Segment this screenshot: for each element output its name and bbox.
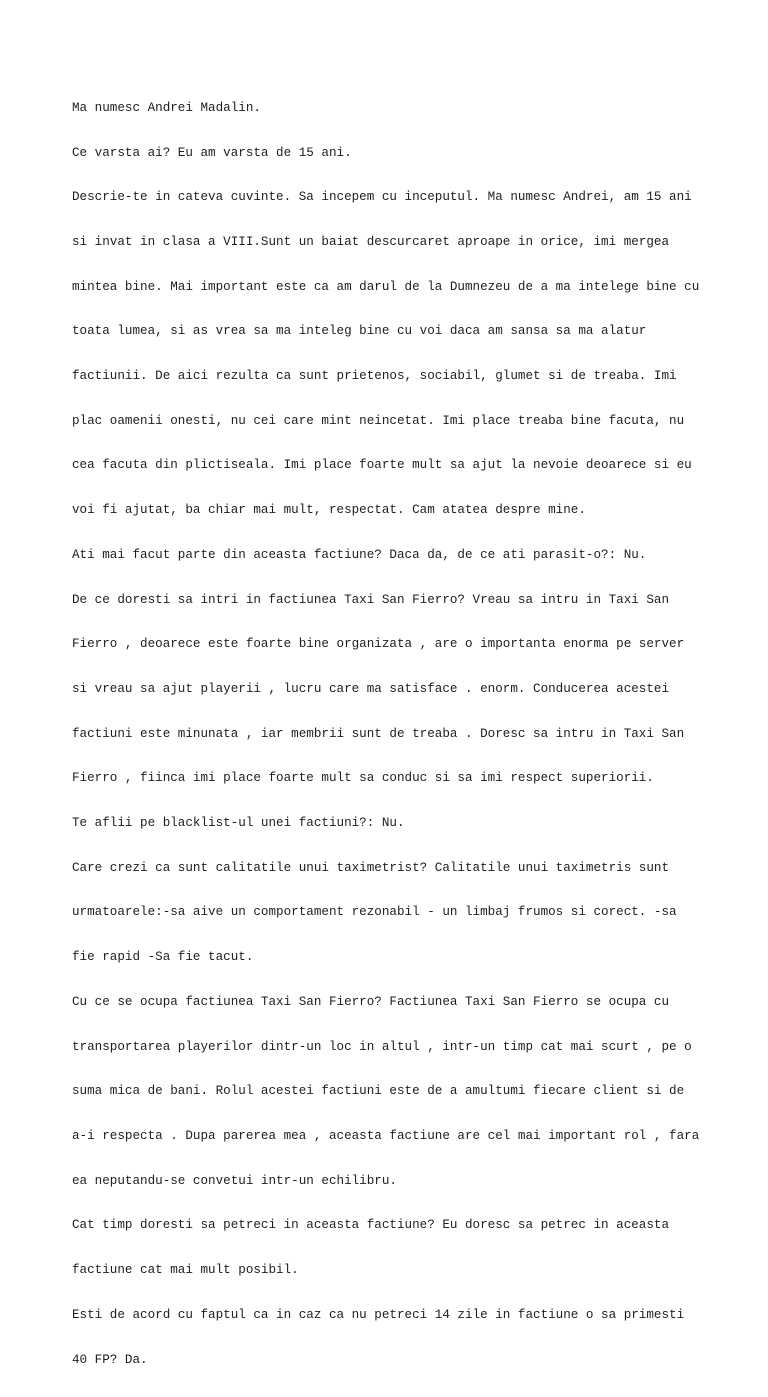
document-text	[72, 71, 712, 1397]
text-line: a-i respecta . Dupa parerea mea , aceasta factiune are cel mai important rol , fara	[72, 1128, 700, 1143]
text-line: Fierro , deoarece este foarte bine organizata , are o importanta enorma pe server	[72, 637, 685, 652]
text-line: Esti de acord cu faptul ca in caz ca nu petreci 14 zile in factiune o sa primesti	[72, 1307, 685, 1322]
text-line: factiuni este minunata , iar membrii sunt de treaba . Doresc sa intru in Taxi San	[72, 726, 685, 741]
text-line: cea facuta din plictiseala. Imi place foarte mult sa ajut la nevoie deoarece si eu	[72, 458, 692, 473]
text-line: 40 FP? Da.	[72, 1352, 148, 1367]
text-line: Ma numesc Andrei Madalin.	[72, 100, 261, 115]
text-line: toata lumea, si as vrea sa ma inteleg bine cu voi daca am sansa sa ma alatur	[72, 324, 647, 339]
text-line: transportarea playerilor dintr-un loc in altul , intr-un timp cat mai scurt , pe o	[72, 1039, 692, 1054]
text-line: urmatoarele:-sa aive un comportament rezonabil - un limbaj frumos si corect. -sa	[72, 905, 677, 920]
text-line: voi fi ajutat, ba chiar mai mult, respectat. Cam atatea despre mine.	[72, 503, 586, 518]
text-line: Care crezi ca sunt calitatile unui taximetrist? Calitatile unui taximetris sunt	[72, 860, 670, 875]
text-line: si invat in clasa a VIII.Sunt un baiat descurcaret aproape in orice, imi mergea	[72, 234, 670, 249]
text-line: Ce varsta ai? Eu am varsta de 15 ani.	[72, 145, 352, 160]
text-line: Cat timp doresti sa petreci in aceasta factiune? Eu doresc sa petrec in aceasta	[72, 1218, 670, 1233]
text-line: ea neputandu-se convetui intr-un echilibru.	[72, 1173, 397, 1188]
text-line: Cu ce se ocupa factiunea Taxi San Fierro? Factiunea Taxi San Fierro se ocupa cu	[72, 994, 670, 1009]
text-line: factiunii. De aici rezulta ca sunt prietenos, sociabil, glumet si de treaba. Imi	[72, 369, 677, 384]
text-line: Te aflii pe blacklist-ul unei factiuni?: Nu.	[72, 816, 405, 831]
text-line: Descrie-te in cateva cuvinte. Sa incepem cu inceputul. Ma numesc Andrei, am 15 ani	[72, 190, 692, 205]
text-line: plac oamenii onesti, nu cei care mint neincetat. Imi place treaba bine facuta, nu	[72, 413, 685, 428]
text-line: Ati mai facut parte din aceasta factiune? Daca da, de ce ati parasit-o?: Nu.	[72, 547, 647, 562]
text-line: factiune cat mai mult posibil.	[72, 1263, 299, 1278]
text-line: mintea bine. Mai important este ca am darul de la Dumnezeu de a ma intelege bine cu	[72, 279, 700, 294]
text-line: suma mica de bani. Rolul acestei factiuni este de a amultumi fiecare client si de	[72, 1084, 685, 1099]
text-line: fie rapid -Sa fie tacut.	[72, 950, 254, 965]
text-line: De ce doresti sa intri in factiunea Taxi San Fierro? Vreau sa intru in Taxi San	[72, 592, 670, 607]
text-line: si vreau sa ajut playerii , lucru care ma satisface . enorm. Conducerea acestei	[72, 681, 670, 696]
text-line: Fierro , fiinca imi place foarte mult sa conduc si sa imi respect superiorii.	[72, 771, 654, 786]
